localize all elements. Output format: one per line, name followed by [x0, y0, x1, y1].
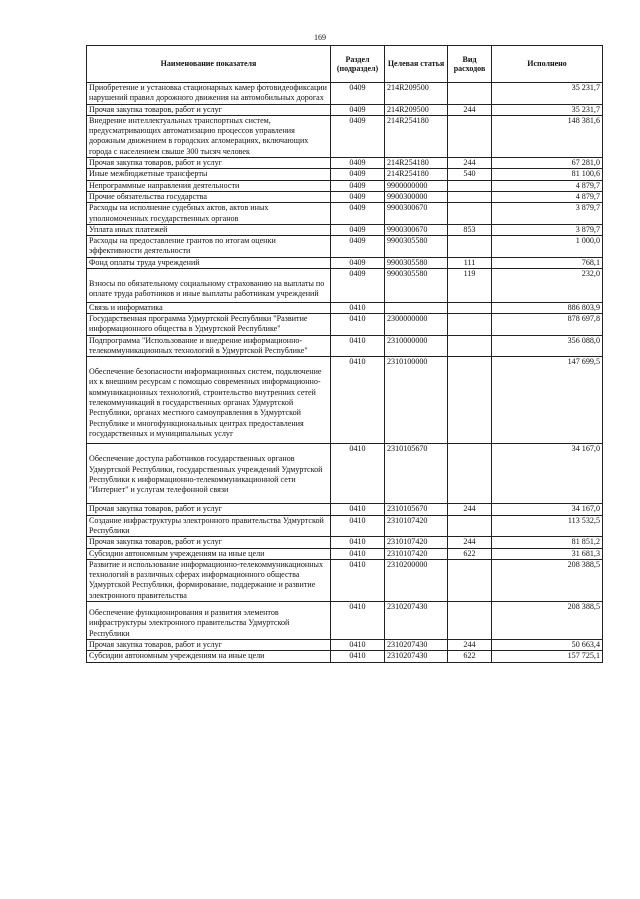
cell-name: Прочая закупка товаров, работ и услуг [87, 504, 331, 515]
cell-sum: 3 879,7 [492, 203, 603, 225]
cell-sum: 208 388,5 [492, 602, 603, 640]
cell-target [385, 302, 448, 313]
table-row [87, 104, 603, 115]
cell-name: Субсидии автономным учреждениям на иные цели [87, 548, 331, 559]
cell-razdel: 0410 [331, 313, 385, 335]
table-row [87, 169, 603, 180]
cell-name: Расходы на предоставление грантов по итогам оценки эффективности деятельности [87, 236, 331, 258]
cell-name: Подпрограмма "Использование и внедрение информационно-телекоммуникационных технологий в Удмуртской Республике" [87, 335, 331, 357]
cell-razdel: 0410 [331, 537, 385, 548]
cell-vid [448, 203, 492, 225]
cell-sum: 34 167,0 [492, 444, 603, 504]
cell-name: Государственная программа Удмуртской Республики "Развитие информационного общества в Удмуртской Республике" [87, 313, 331, 335]
cell-target: 214R209500 [385, 104, 448, 115]
cell-target: 2310107420 [385, 537, 448, 548]
cell-vid: 119 [448, 269, 492, 303]
cell-sum: 35 231,7 [492, 104, 603, 115]
cell-target: 9900300670 [385, 203, 448, 225]
cell-razdel: 0410 [331, 548, 385, 559]
cell-sum: 232,0 [492, 269, 603, 303]
cell-razdel: 0409 [331, 83, 385, 105]
cell-name: Прочая закупка товаров, работ и услуг [87, 639, 331, 650]
cell-target: 2310107420 [385, 515, 448, 537]
cell-vid: 622 [448, 651, 492, 662]
table-row [87, 357, 603, 444]
cell-target: 2310107420 [385, 548, 448, 559]
cell-sum: 886 803,9 [492, 302, 603, 313]
cell-sum: 81 100,6 [492, 169, 603, 180]
cell-vid: 853 [448, 224, 492, 235]
cell-name: Расходы на исполнение судебных актов, актов иных уполномоченных государственных органов [87, 203, 331, 225]
cell-razdel: 0410 [331, 504, 385, 515]
cell-vid: 111 [448, 257, 492, 268]
cell-vid [448, 357, 492, 444]
table-row [87, 180, 603, 191]
cell-razdel: 0409 [331, 169, 385, 180]
cell-sum: 768,1 [492, 257, 603, 268]
cell-vid [448, 559, 492, 601]
cell-razdel: 0410 [331, 335, 385, 357]
cell-name: Прочая закупка товаров, работ и услуг [87, 104, 331, 115]
cell-vid: 244 [448, 104, 492, 115]
cell-name: Прочая закупка товаров, работ и услуг [87, 158, 331, 169]
cell-razdel: 0410 [331, 515, 385, 537]
table-row [87, 444, 603, 504]
table-header-row [87, 46, 603, 83]
cell-name: Связь и информатика [87, 302, 331, 313]
cell-target: 2310207430 [385, 639, 448, 650]
cell-name: Обеспечение безопасности информационных систем, подключение их к внешним ресурсам с помощью современных информационно-коммуникационных технологий, строительство внутренних сетей телекоммуникаций в государственных органах Удмуртской Республики, органах местного самоуправления в Удмуртской Республике и многофункциональных центрах предоставления государственных и муниципальных услуг [87, 357, 331, 444]
page-number: 169 [314, 33, 326, 42]
cell-name: Непрограммные направления деятельности [87, 180, 331, 191]
table-row [87, 602, 603, 640]
cell-sum: 356 088,0 [492, 335, 603, 357]
cell-razdel: 0410 [331, 639, 385, 650]
cell-razdel: 0410 [331, 357, 385, 444]
cell-sum: 148 381,6 [492, 115, 603, 157]
cell-vid [448, 515, 492, 537]
cell-name: Приобретение и установка стационарных камер фотовидеофиксации нарушений правил дорожного движения на автомобильных дорогах [87, 83, 331, 105]
table-row [87, 335, 603, 357]
cell-target: 2310100000 [385, 357, 448, 444]
cell-sum: 50 663,4 [492, 639, 603, 650]
cell-target: 2300000000 [385, 313, 448, 335]
cell-target: 9900000000 [385, 180, 448, 191]
cell-name: Взносы по обязательному социальному страхованию на выплаты по оплате труда работников и иные выплаты работникам учреждений [87, 269, 331, 303]
table-row [87, 115, 603, 157]
cell-name: Создание инфраструктуры электронного правительства Удмуртской Республики [87, 515, 331, 537]
cell-target: 2310207430 [385, 602, 448, 640]
table-row [87, 651, 603, 662]
cell-sum: 35 231,7 [492, 83, 603, 105]
table-row [87, 548, 603, 559]
cell-target: 214R254180 [385, 115, 448, 157]
table-row [87, 83, 603, 105]
cell-name: Обеспечение функционирования и развития элементов инфраструктуры электронного правительства Удмуртской Республики [87, 602, 331, 640]
cell-vid [448, 335, 492, 357]
cell-vid: 244 [448, 158, 492, 169]
cell-vid [448, 602, 492, 640]
budget-execution-table [86, 45, 603, 663]
cell-sum: 4 879,7 [492, 180, 603, 191]
table-row [87, 224, 603, 235]
cell-vid [448, 180, 492, 191]
table-row [87, 313, 603, 335]
cell-sum: 878 697,8 [492, 313, 603, 335]
cell-vid: 244 [448, 504, 492, 515]
cell-razdel: 0410 [331, 444, 385, 504]
cell-razdel: 0409 [331, 224, 385, 235]
cell-sum: 113 532,5 [492, 515, 603, 537]
table-row [87, 639, 603, 650]
cell-vid: 244 [448, 537, 492, 548]
header-name: Наименование показателя [87, 46, 331, 83]
cell-vid [448, 83, 492, 105]
header-vid: Вид расходов [448, 46, 492, 83]
cell-target: 9900305580 [385, 257, 448, 268]
cell-vid [448, 236, 492, 258]
cell-razdel: 0409 [331, 115, 385, 157]
cell-razdel: 0409 [331, 180, 385, 191]
cell-sum: 31 681,3 [492, 548, 603, 559]
cell-name: Обеспечение доступа работников государственных органов Удмуртской Республики, государственных учреждений Удмуртской Республики к информационно-телекоммуникационной сети "Интернет" и услугам телефонной связи [87, 444, 331, 504]
cell-target: 9900300000 [385, 191, 448, 202]
cell-target: 214R209500 [385, 83, 448, 105]
cell-name: Внедрение интеллектуальных транспортных систем, предусматривающих автоматизацию процессов управления дорожным движением в городских агломерациях, включающих города с населением свыше 300 тысяч человек [87, 115, 331, 157]
header-sum: Исполнено [492, 46, 603, 83]
table-row [87, 302, 603, 313]
cell-sum: 81 851,2 [492, 537, 603, 548]
cell-target: 9900305580 [385, 269, 448, 303]
table-row [87, 559, 603, 601]
cell-name: Иные межбюджетные трансферты [87, 169, 331, 180]
cell-target: 2310000000 [385, 335, 448, 357]
cell-target: 2310200000 [385, 559, 448, 601]
cell-vid [448, 115, 492, 157]
cell-name: Прочие обязательства государства [87, 191, 331, 202]
cell-target: 9900305580 [385, 236, 448, 258]
cell-razdel: 0409 [331, 236, 385, 258]
cell-sum: 1 000,0 [492, 236, 603, 258]
cell-sum: 34 167,0 [492, 504, 603, 515]
cell-sum: 67 281,0 [492, 158, 603, 169]
cell-target: 2310207430 [385, 651, 448, 662]
cell-target: 214R254180 [385, 158, 448, 169]
cell-sum: 3 879,7 [492, 224, 603, 235]
cell-razdel: 0409 [331, 191, 385, 202]
cell-razdel: 0409 [331, 104, 385, 115]
cell-name: Прочая закупка товаров, работ и услуг [87, 537, 331, 548]
cell-vid [448, 313, 492, 335]
cell-sum: 208 388,5 [492, 559, 603, 601]
cell-vid: 540 [448, 169, 492, 180]
cell-target: 214R254180 [385, 169, 448, 180]
cell-razdel: 0409 [331, 269, 385, 303]
cell-name: Уплата иных платежей [87, 224, 331, 235]
header-razdel: Раздел (подраздел) [331, 46, 385, 83]
table-row [87, 158, 603, 169]
cell-name: Субсидии автономным учреждениям на иные цели [87, 651, 331, 662]
cell-sum: 157 725,1 [492, 651, 603, 662]
cell-vid [448, 444, 492, 504]
cell-name: Развитие и использование информационно-телекоммуникационных технологий в различных сферах информационного общества Удмуртской Республики, формирование, поддержание и развитие электронного правительства [87, 559, 331, 601]
table-row [87, 236, 603, 258]
cell-razdel: 0409 [331, 257, 385, 268]
table-row [87, 191, 603, 202]
cell-target: 9900300670 [385, 224, 448, 235]
table-row [87, 504, 603, 515]
cell-razdel: 0410 [331, 302, 385, 313]
table-row [87, 257, 603, 268]
cell-razdel: 0410 [331, 651, 385, 662]
table-row [87, 269, 603, 303]
table-row [87, 537, 603, 548]
table-row [87, 515, 603, 537]
cell-sum: 147 699,5 [492, 357, 603, 444]
cell-target: 2310105670 [385, 444, 448, 504]
cell-razdel: 0409 [331, 203, 385, 225]
cell-vid [448, 191, 492, 202]
cell-razdel: 0409 [331, 158, 385, 169]
cell-name: Фонд оплаты труда учреждений [87, 257, 331, 268]
cell-vid: 622 [448, 548, 492, 559]
cell-razdel: 0410 [331, 559, 385, 601]
cell-razdel: 0410 [331, 602, 385, 640]
table-row [87, 203, 603, 225]
cell-sum: 4 879,7 [492, 191, 603, 202]
cell-vid: 244 [448, 639, 492, 650]
header-target: Целевая статья [385, 46, 448, 83]
cell-vid [448, 302, 492, 313]
cell-target: 2310105670 [385, 504, 448, 515]
